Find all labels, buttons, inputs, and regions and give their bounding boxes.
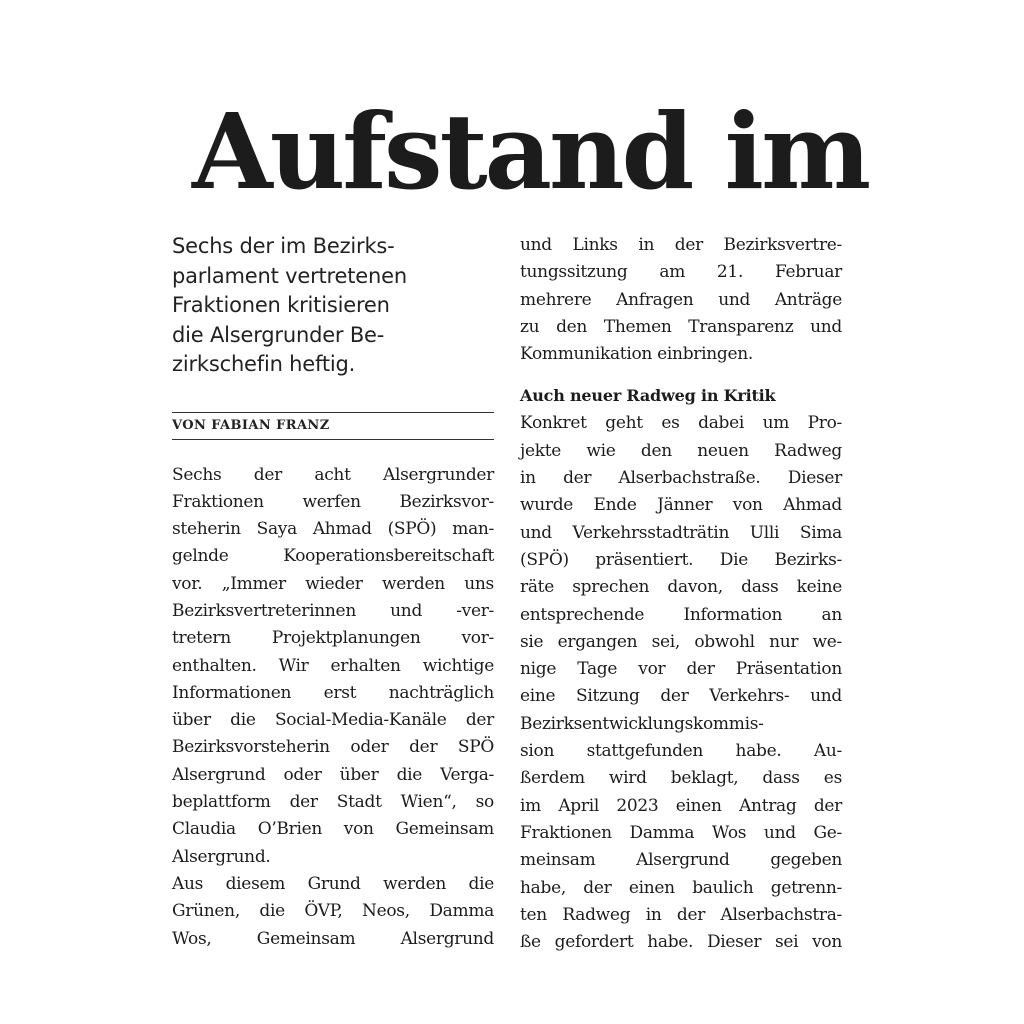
body-line: enthalten. Wir erhalten wichtige [172, 655, 494, 676]
body-line: ßerdem wird beklagt, dass es [520, 768, 842, 789]
right-column [520, 232, 842, 956]
body-line: mehrere Anfragen und Anträge [520, 289, 842, 310]
lead-paragraph [172, 232, 494, 380]
body-line: Fraktionen werfen Bezirksvor- [172, 491, 494, 512]
body-line: Bezirksvorsteherin oder der SPÖ [172, 737, 494, 758]
body-line: räte sprechen davon, dass keine [520, 577, 842, 598]
body-line: sion stattgefunden habe. Au- [520, 741, 842, 762]
lead-line: Fraktionen kritisieren [172, 293, 390, 317]
body-line: über die Social-Media-Kanäle der [172, 710, 494, 731]
body-line: Informationen erst nachträglich [172, 682, 494, 703]
left-column [172, 232, 494, 953]
body-line: tungssitzung am 21. Februar [520, 262, 842, 283]
body-line: wurde Ende Jänner von Ahmad [520, 495, 842, 516]
body-line: und Links in der Bezirksvertre- [520, 235, 842, 255]
body-line: (SPÖ) präsentiert. Die Bezirks- [520, 549, 842, 570]
byline: VON FABIAN FRANZ [172, 412, 494, 440]
right-body-text-top [520, 232, 842, 368]
body-line: in der Alserbachstraße. Dieser [520, 468, 842, 489]
subheading: Auch neuer Radweg in Kritik [520, 386, 776, 406]
body-line: Kommunikation einbringen. [520, 344, 753, 365]
body-line: vor. „Immer wieder werden uns [172, 573, 494, 594]
body-line: Grünen, die ÖVP, Neos, Damma [172, 901, 494, 922]
body-line: nige Tage vor der Präsentation [520, 659, 842, 680]
body-line: Konkret geht es dabei um Pro- [520, 413, 842, 434]
body-line: eine Sitzung der Verkehrs- und [520, 686, 842, 707]
body-line: im April 2023 einen Antrag der [520, 795, 842, 816]
body-line: Alsergrund oder über die Verga- [172, 764, 494, 785]
body-line: Aus diesem Grund werden die [172, 873, 494, 894]
body-line: tretern Projektplanungen vor- [172, 628, 494, 649]
body-line: beplattform der Stadt Wien“, so [172, 792, 494, 813]
body-line: sie ergangen sei, obwohl nur we- [520, 631, 842, 652]
body-line: Bezirksvertreterinnen und -ver- [172, 600, 494, 621]
headline: Aufstand im [192, 90, 869, 213]
body-line: Sechs der acht Alsergrunder [172, 464, 494, 485]
left-body-text [172, 462, 494, 953]
body-line: und Verkehrsstadträtin Ulli Sima [520, 522, 842, 543]
body-line: ße gefordert habe. Dieser sei von [520, 932, 842, 953]
lead-line: zirkschefin heftig. [172, 352, 356, 376]
body-line: zu den Themen Transparenz und [520, 316, 842, 337]
body-line: gelnde Kooperationsbereitschaft [172, 546, 494, 567]
body-line: Bezirksentwicklungskommis- [520, 713, 764, 734]
body-line: jekte wie den neuen Radweg [520, 440, 842, 461]
body-line: Alsergrund. [172, 846, 271, 867]
body-line: ten Radweg in der Alserbachstra- [520, 904, 842, 925]
body-line: Claudia O’Brien von Gemeinsam [172, 819, 494, 840]
body-line: entsprechende Information an [520, 604, 842, 625]
body-line: Wos, Gemeinsam Alsergrund [172, 928, 494, 949]
body-line: habe, der einen baulich getrenn- [520, 877, 842, 898]
lead-line: parlament vertretenen [172, 263, 407, 288]
lead-line: Sechs der im Bezirks- [172, 234, 395, 258]
body-line: Fraktionen Damma Wos und Ge- [520, 822, 842, 843]
lead-line: die Alsergrunder Be- [172, 322, 385, 347]
right-body-text-bottom [520, 410, 842, 956]
body-line: steherin Saya Ahmad (SPÖ) man- [172, 519, 494, 540]
body-line: meinsam Alsergrund gegeben [520, 850, 842, 871]
